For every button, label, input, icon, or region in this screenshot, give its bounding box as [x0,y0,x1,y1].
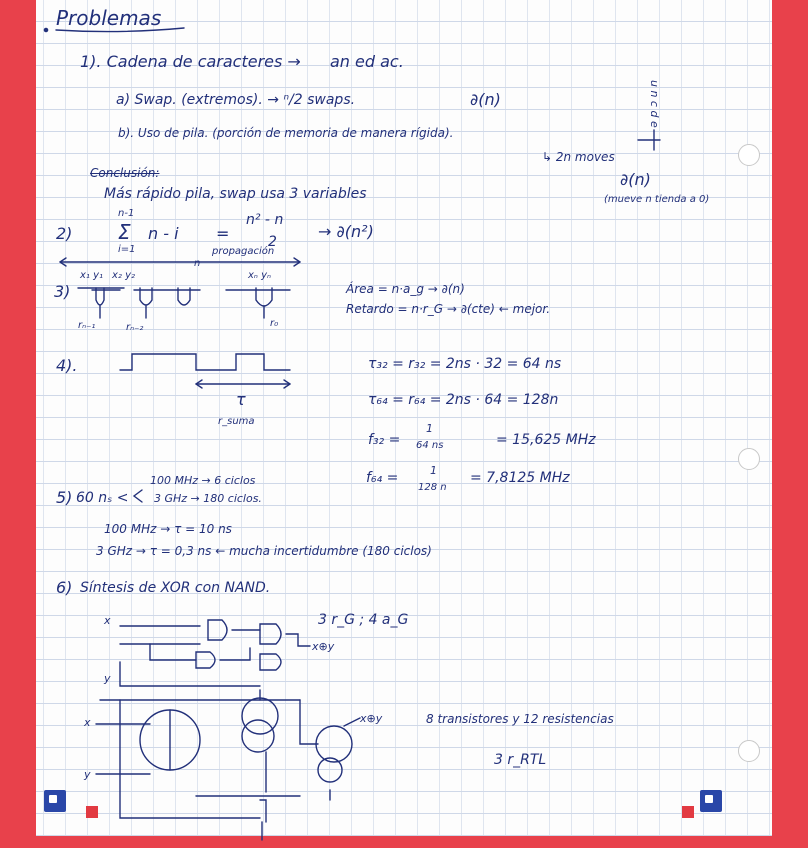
f32-result: = 15,625 MHz [496,432,596,448]
problem-2-result: → ∂(n²) [318,222,374,241]
fraction-denominator: 2 [268,234,277,250]
carry-label-0: r₀ [270,318,279,329]
adder-2-inputs: x₂ y₂ [112,270,136,281]
equation-tau64: τ₆₄ = r₆₄ = 2ns · 64 = 128n [368,392,559,408]
f64-lhs: f₆₄ = [366,470,399,486]
adder-chain [78,288,290,318]
circuit-y-label: y [84,768,91,781]
problem-1a-text: a) Swap. (extremos). → ⁿ/2 swaps. [116,92,356,108]
problem-1b-moves: ↳ 2n moves [542,150,615,164]
conclusion-label: Conclusión: [90,166,160,180]
nand-cost: 3 r_G ; 4 a_G [318,612,409,628]
nand-xor-diagram [120,620,310,686]
problem-6-number: 6) [56,578,73,597]
f32-denominator: 64 ns [416,440,444,451]
n-label: n [194,258,201,269]
adder-1-inputs: x₁ y₁ [80,270,104,281]
problem-5-line-2: 3 GHz → τ = 0,3 ns ← mucha incertidumbre (180 ciclos) [96,544,432,558]
problem-5-number: 5) [56,488,73,507]
problem-3-number: 3) [54,282,71,301]
sum-symbol: Σ [118,220,131,244]
adder-n-inputs: xₙ yₙ [248,270,271,281]
problem-1-side-letters: u n c d e [648,80,661,128]
propagation-label: propagación [212,246,275,257]
problem-1-heading: 1). Cadena de caracteres → [80,52,301,71]
problem-1b-complexity: ∂(n) [620,170,651,189]
carry-label-1: rₙ₋₁ [78,320,96,331]
sum-expression: n - i [148,224,179,243]
problem-2-number: 2) [56,224,73,243]
title-underline [56,28,184,32]
clock-waveform [120,354,290,370]
tau-label: τ [236,390,246,409]
f32-numerator: 1 [426,422,433,435]
title-bullet [44,28,47,31]
equation-tau32: τ₃₂ = r₃₂ = 2ns · 32 = 64 ns [368,356,562,372]
carry-label-2: rₙ₋₂ [126,322,144,333]
rtl-delay: 3 r_RTL [494,752,547,768]
f32-lhs: f₃₂ = [368,432,401,448]
sum-upper-limit: n-1 [118,208,135,219]
problem-6-heading: Síntesis de XOR con NAND. [80,580,271,596]
problem-1a-complexity: ∂(n) [470,90,501,109]
problem-4-number: 4). [56,356,78,375]
problem-1b-text: b). Uso de pila. (porción de memoria de manera rígida). [118,126,454,140]
xor-output-label-2: x⊕y [360,712,383,725]
area-formula: Área = n·a_g → ∂(n) [346,282,465,296]
f64-result: = 7,8125 MHz [470,470,570,486]
transistor-count: 8 transistores y 12 resistencias [426,712,614,726]
page-title: Problemas [56,6,162,30]
fraction-numerator: n² - n [246,212,284,228]
f64-denominator: 128 n [418,482,447,493]
problem-1b-note: (mueve n tienda a 0) [604,194,710,205]
problem-5-upper: 100 MHz → 6 ciclos [150,474,256,487]
f64-numerator: 1 [430,464,437,477]
problem-5-line-1: 100 MHz → τ = 10 ns [104,522,232,536]
problem-1-conclusion: Más rápido pila, swap usa 3 variables [104,186,367,202]
input-y-label: y [104,672,111,685]
input-x-label: x [104,614,111,627]
circuit-x-label: x [84,716,91,729]
sum-lower-limit: i=1 [118,244,136,255]
problem-5-main: 60 nₛ < [76,490,129,506]
problem-1-heading-tail: an ed ac. [330,52,404,71]
problem-5-lower: 3 GHz → 180 ciclos. [154,492,262,505]
equals-sign: = [216,224,230,243]
r-suma-label: r_suma [218,416,255,427]
xor-output-label: x⊕y [312,640,335,653]
delay-formula: Retardo = n·r_G → ∂(cte) ← mejor. [346,302,551,316]
rtl-transistor-circuit [96,690,360,840]
